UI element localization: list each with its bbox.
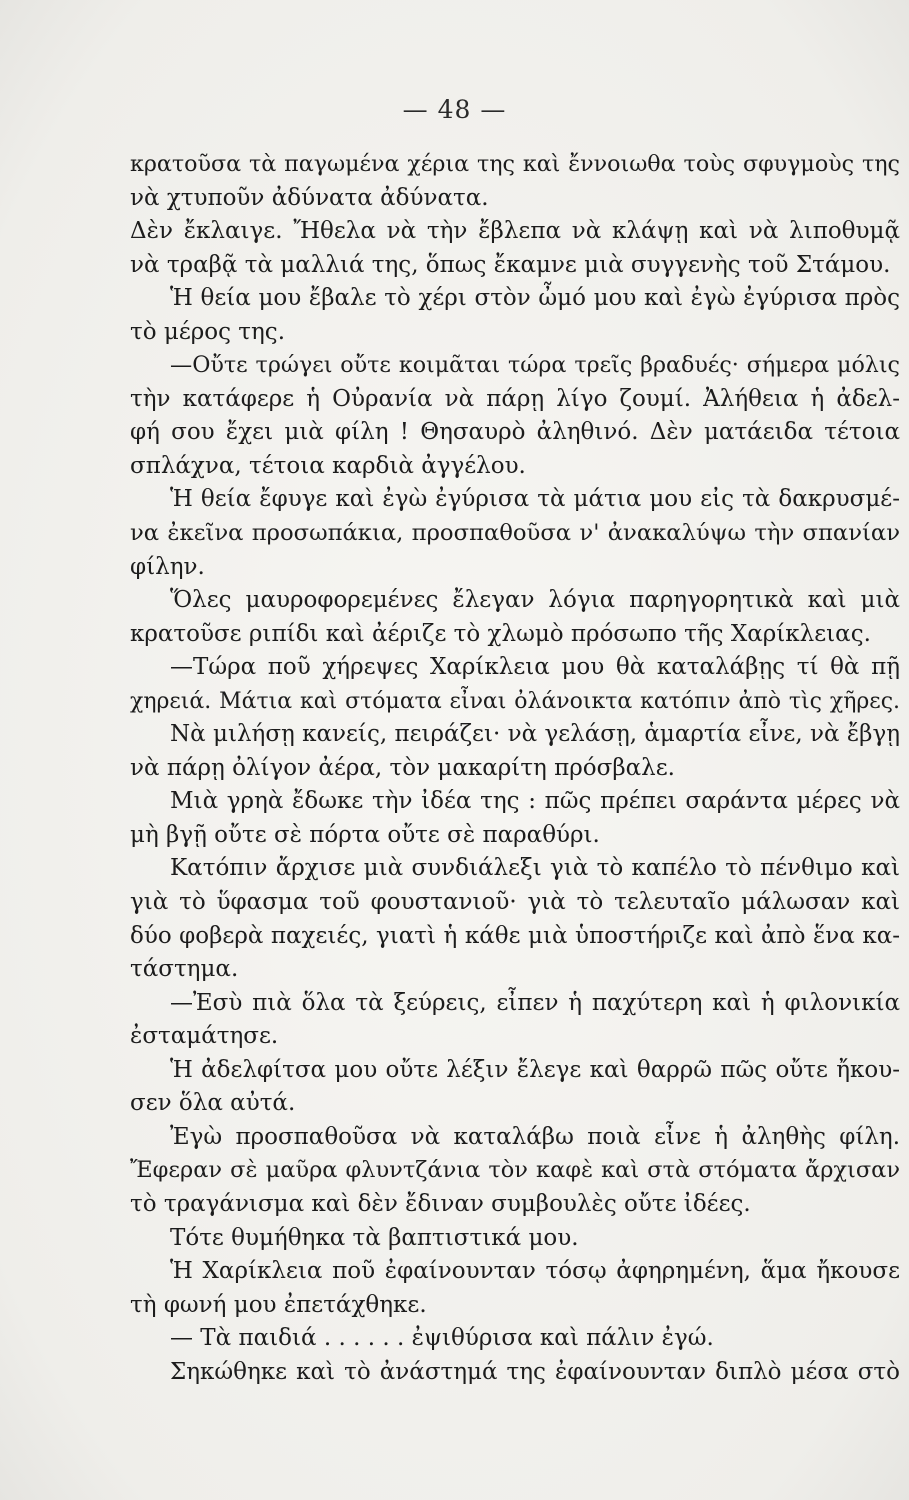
text-line: μὴ βγῇ οὔτε σὲ πόρτα οὔτε σὲ παραθύρι. bbox=[130, 821, 600, 848]
text-line: Ἡ θεία μου ἔβαλε τὸ χέρι στὸν ὦμό μου καὶ ἐγὼ ἐγύρισα πρὸς bbox=[170, 285, 900, 312]
text-line: Ἐγὼ προσπαθοῦσα νὰ καταλάβω ποιὰ εἶνε ἡ ἀληθὴς φίλη. bbox=[170, 1123, 900, 1150]
text-line: Τότε θυμήθηκα τὰ βαπτιστικά μου. bbox=[170, 1224, 579, 1251]
text-line: νὰ χτυποῦν ἀδύνατα ἀδύνατα. bbox=[130, 184, 489, 211]
text-line: χηρειά. Μάτια καὶ στόματα εἶναι ὀλάνοικτα κατόπιν ἀπὸ τὶς χῆρες. bbox=[130, 688, 900, 714]
text-line: —Ἐσὺ πιὰ ὅλα τὰ ξεύρεις, εἶπεν ἡ παχύτερη καὶ ἡ φιλονικία bbox=[170, 989, 900, 1016]
text-line: νὰ πάρῃ ὀλίγον ἀέρα, τὸν μακαρίτη πρόσβαλε. bbox=[130, 754, 675, 781]
text-line: Ἔφεραν σὲ μαῦρα φλυντζάνια τὸν καφὲ καὶ στὰ στόματα ἄρχισαν bbox=[130, 1157, 900, 1184]
text-line: — Τὰ παιδιά . . . . . . ἐψιθύρισα καὶ πάλιν ἐγώ. bbox=[170, 1325, 714, 1352]
text-line: κρατοῦσε ριπίδι καὶ ἀέριζε τὸ χλωμὸ πρόσωπο τῆς Χαρίκλειας. bbox=[130, 620, 871, 647]
text-line: κρατοῦσα τὰ παγωμένα χέρια της καὶ ἔννοιωθα τοὺς σφυγμοὺς της bbox=[130, 151, 900, 177]
text-line: ἐσταμάτησε. bbox=[130, 1023, 279, 1050]
text-line: Νὰ μιλήσῃ κανείς, πειράζει· νὰ γελάσῃ, ἁμαρτία εἶνε, νὰ ἔβγῃ bbox=[170, 721, 900, 748]
text-line: φίλην. bbox=[130, 553, 205, 580]
text-line: Μιὰ γρηὰ ἔδωκε τὴν ἰδέα της : πῶς πρέπει σαράντα μέρες νὰ bbox=[170, 788, 900, 815]
text-line: τάστημα. bbox=[130, 956, 239, 983]
text-line: σεν ὅλα αὐτά. bbox=[130, 1090, 296, 1117]
page-number: — 48 — bbox=[402, 95, 507, 124]
text-line: σπλάχνα, τέτοια καρδιὰ ἀγγέλου. bbox=[130, 452, 526, 479]
text-line: νὰ τραβᾷ τὰ μαλλιά της, ὅπως ἔκαμνε μιὰ συγγενὴς τοῦ Στάμου. bbox=[130, 251, 891, 278]
text-line: Δὲν ἔκλαιγε. Ἤθελα νὰ τὴν ἔβλεπα νὰ κλάψῃ καὶ νὰ λιποθυμᾷ bbox=[130, 218, 900, 245]
text-line: τὸ μέρος της. bbox=[130, 318, 286, 345]
text-line: τὸ τραγάνισμα καὶ δὲν ἔδιναν συμβουλὲς οὔτε ἰδέες. bbox=[130, 1190, 751, 1217]
text-line: να ἐκεῖνα προσωπάκια, προσπαθοῦσα ν' ἀνακαλύψω τὴν σπανίαν bbox=[130, 520, 900, 547]
text-line: —Τώρα ποῦ χήρεψες Χαρίκλεια μου θὰ καταλάβῃς τί θὰ πῇ bbox=[170, 654, 900, 681]
text-line: Ἡ θεία ἔφυγε καὶ ἐγὼ ἐγύρισα τὰ μάτια μου εἰς τὰ δακρυσμέ- bbox=[170, 486, 900, 513]
text-line: Ἡ ἀδελφίτσα μου οὔτε λέξιν ἔλεγε καὶ θαρρῶ πῶς οὔτε ἤκου- bbox=[170, 1056, 900, 1083]
text-line: —Οὔτε τρώγει οὔτε κοιμᾶται τώρα τρεῖς βραδυές· σήμερα μόλις bbox=[170, 352, 900, 379]
text-line: τὴ φωνή μου ἐπετάχθηκε. bbox=[130, 1291, 427, 1318]
body-text bbox=[130, 148, 900, 1389]
text-line: δύο φοβερὰ παχειές, γιατὶ ἡ κάθε μιὰ ὑποστήριζε καὶ ἀπὸ ἕνα κα- bbox=[130, 922, 900, 949]
text-line: γιὰ τὸ ὕφασμα τοῦ φουστανιοῦ· γιὰ τὸ τελευταῖο μάλωσαν καὶ bbox=[130, 889, 900, 916]
text-line: Ὅλες μαυροφορεμένες ἔλεγαν λόγια παρηγορητικὰ καὶ μιὰ bbox=[170, 587, 900, 614]
text-line: Κατόπιν ἄρχισε μιὰ συνδιάλεξι γιὰ τὸ καπέλο τὸ πένθιμο καὶ bbox=[170, 855, 900, 882]
text-line: Σηκώθηκε καὶ τὸ ἀνάστημά της ἐφαίνουνταν διπλὸ μέσα στὸ bbox=[170, 1358, 900, 1385]
text-line: φή σου ἔχει μιὰ φίλη ! Θησαυρὸ ἀληθινό. Δὲν ματάειδα τέτοια bbox=[130, 419, 900, 446]
text-line: τὴν κατάφερε ἡ Οὐρανία νὰ πάρῃ λίγο ζουμί. Ἀλήθεια ἡ ἀδελ- bbox=[130, 385, 900, 412]
text-line: Ἡ Χαρίκλεια ποῦ ἐφαίνουνταν τόσῳ ἀφηρημένη, ἅμα ἤκουσε bbox=[170, 1258, 900, 1285]
